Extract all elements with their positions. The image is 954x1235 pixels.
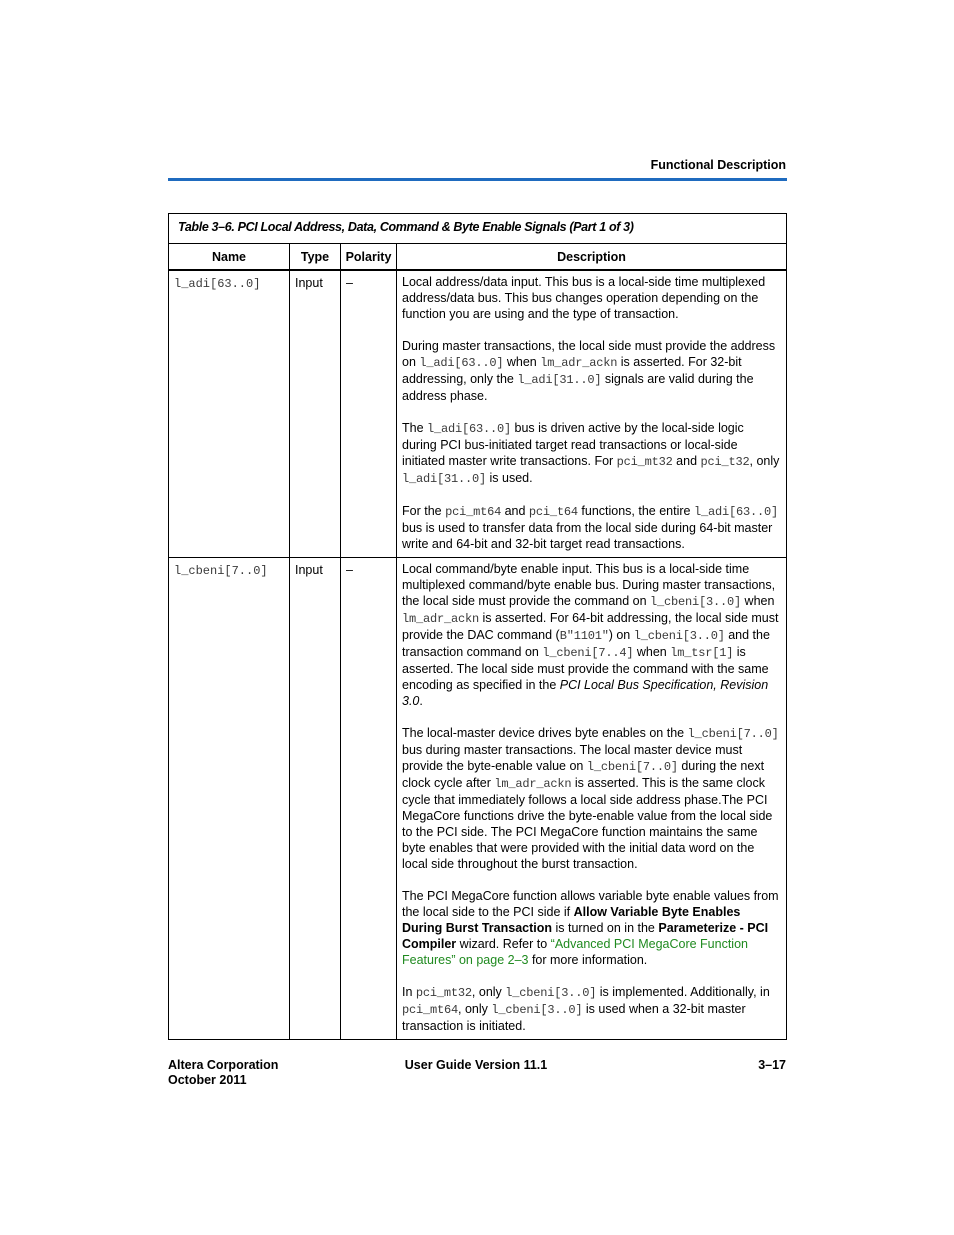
signal-table xyxy=(168,213,787,1040)
code-signal: lm_adr_ackn xyxy=(540,356,618,370)
code-signal: l_adi[63..0] xyxy=(693,505,778,519)
code-signal: l_cbeni[7..0] xyxy=(586,760,678,774)
text-run: is asserted. The local side must provide the command with the same encoding as specified in the xyxy=(402,645,769,692)
cross-reference-link[interactable]: “Advanced PCI MegaCore Function Features” on page 2–3 xyxy=(402,937,748,967)
text-run: and the transaction command on xyxy=(402,628,770,659)
text-run: is turned on in the xyxy=(552,921,659,935)
text-run: Local command/byte enable input. This bus is a local-side time multiplexed command/byte enable bus. During master transactions, the local side must provide the command on xyxy=(402,562,776,608)
code-signal: l_adi[63..0] xyxy=(427,422,512,436)
text-run: In xyxy=(402,985,416,999)
code-signal: l_cbeni[3..0] xyxy=(633,629,725,643)
table-row xyxy=(169,270,787,558)
footer-company: Altera Corporation xyxy=(168,1058,279,1072)
text-run: and xyxy=(672,454,701,468)
table-title: Table 3–6. PCI Local Address, Data, Command & Byte Enable Signals (Part 1 of 3) xyxy=(169,214,787,244)
text-run: , only xyxy=(471,985,506,999)
signal-description xyxy=(397,558,787,1040)
code-signal: l_adi[31..0] xyxy=(402,472,487,486)
description-paragraph xyxy=(402,420,781,487)
text-run: is asserted. For 32-bit addressing, only the xyxy=(402,355,742,386)
signal-polarity: – xyxy=(341,558,397,1040)
text-run: . xyxy=(419,694,423,708)
code-signal: l_cbeni[7..0] xyxy=(687,727,779,741)
code-signal: pci_t32 xyxy=(700,455,750,469)
code-signal: lm_tsr[1] xyxy=(670,646,734,660)
header-rule xyxy=(168,178,787,181)
description-paragraph xyxy=(402,984,781,1034)
text-run: , only xyxy=(458,1002,492,1016)
text-run: During master transactions, the local side must provide the address on xyxy=(402,339,776,369)
description-paragraph xyxy=(402,503,781,552)
column-header-polarity: Polarity xyxy=(341,244,397,271)
text-run: is asserted. For 64-bit addressing, the local side must provide the DAC command ( xyxy=(402,611,779,642)
text-run: bus is used to transfer data from the local side during 64-bit master write and 64-bit and 32-bit target read transactions. xyxy=(402,521,773,551)
code-signal: lm_adr_ackn xyxy=(402,612,480,626)
description-paragraph xyxy=(402,274,781,322)
code-signal: pci_mt32 xyxy=(616,455,673,469)
text-run: when xyxy=(633,645,671,659)
description-paragraph xyxy=(402,561,781,709)
signal-polarity: – xyxy=(341,270,397,558)
text-run: during the next clock cycle after xyxy=(402,759,765,790)
signal-name: l_cbeni[7..0] xyxy=(174,564,268,578)
column-header-name: Name xyxy=(169,244,290,271)
code-signal: l_cbeni[7..4] xyxy=(542,646,634,660)
bold-text: Allow Variable Byte Enables During Burst Transaction xyxy=(402,905,741,935)
code-signal: pci_t64 xyxy=(528,505,578,519)
signal-type: Input xyxy=(290,270,341,558)
table-row xyxy=(169,558,787,1040)
text-run: when xyxy=(741,594,775,608)
text-run: for more information. xyxy=(528,953,648,967)
text-run: Local address/data input. This bus is a local-side time multiplexed address/data bus. This bus changes operation depending on the function you are using and the type of transaction. xyxy=(402,275,766,321)
code-signal: pci_mt32 xyxy=(415,986,472,1000)
text-run: The xyxy=(402,421,428,435)
signal-type: Input xyxy=(290,558,341,1040)
code-signal: B"1101" xyxy=(559,629,609,643)
text-run: is used when a 32-bit master transaction is initiated. xyxy=(402,1002,746,1033)
italic-text: PCI Local Bus Specification, Revision 3.0 xyxy=(402,678,769,708)
description-paragraph xyxy=(402,338,781,404)
signal-description xyxy=(397,270,787,558)
code-signal: l_cbeni[3..0] xyxy=(505,986,597,1000)
text-run: functions, the entire xyxy=(577,504,694,518)
text-run: and xyxy=(501,504,529,518)
code-signal: l_cbeni[3..0] xyxy=(650,595,742,609)
text-run: when xyxy=(503,355,541,369)
page-footer xyxy=(168,1058,786,1092)
text-run: For the xyxy=(402,504,446,518)
code-signal: pci_mt64 xyxy=(402,1003,459,1017)
footer-version: User Guide Version 11.1 xyxy=(404,1058,548,1072)
code-signal: l_adi[31..0] xyxy=(517,373,602,387)
running-header-title: Functional Description xyxy=(650,158,786,172)
signal-name-cell xyxy=(169,558,290,1040)
text-run: wizard. Refer to xyxy=(456,937,551,951)
table-title-row xyxy=(169,214,787,244)
text-run: The PCI MegaCore function allows variable byte enable values from the local side to the PCI side if xyxy=(402,889,779,919)
signal-name-cell xyxy=(169,270,290,558)
column-header-description: Description xyxy=(397,244,787,271)
text-run: is implemented. Additionally, in xyxy=(596,985,770,999)
text-run: The local-master device drives byte enables on the xyxy=(402,726,688,740)
text-run: is used. xyxy=(486,471,533,485)
text-run: , only xyxy=(749,454,780,468)
code-signal: lm_adr_ackn xyxy=(494,777,572,791)
text-run: ) on xyxy=(608,628,634,642)
code-signal: l_cbeni[3..0] xyxy=(491,1003,583,1017)
signal-name: l_adi[63..0] xyxy=(174,277,261,291)
code-signal: l_adi[63..0] xyxy=(419,356,504,370)
text-run: bus during master transactions. The local master device must provide the byte-enable value on xyxy=(402,743,743,773)
text-run: is asserted. This is the same clock cycle that immediately follows a local side address phase.The PCI MegaCore functions drive the byte-enable value from the local side to the PCI side. The PCI MegaCore function maintains the same byte enables that were provided with the initial data word on the local side throughout the burst transaction. xyxy=(402,776,773,871)
column-header-type: Type xyxy=(290,244,341,271)
table-header-row xyxy=(169,244,787,271)
description-paragraph xyxy=(402,888,781,968)
text-run: signals are valid during the address phase. xyxy=(402,372,754,403)
footer-left-block xyxy=(168,1058,278,1088)
text-run: bus is driven active by the local-side logic during PCI bus-initiated target read transactions or local-side initiated master write transactions. For xyxy=(402,421,744,468)
footer-date: October 2011 xyxy=(168,1073,247,1087)
bold-text: Parameterize - PCI Compiler xyxy=(402,921,769,951)
description-paragraph xyxy=(402,725,781,872)
footer-page-number: 3–17 xyxy=(758,1058,786,1072)
code-signal: pci_mt64 xyxy=(445,505,502,519)
